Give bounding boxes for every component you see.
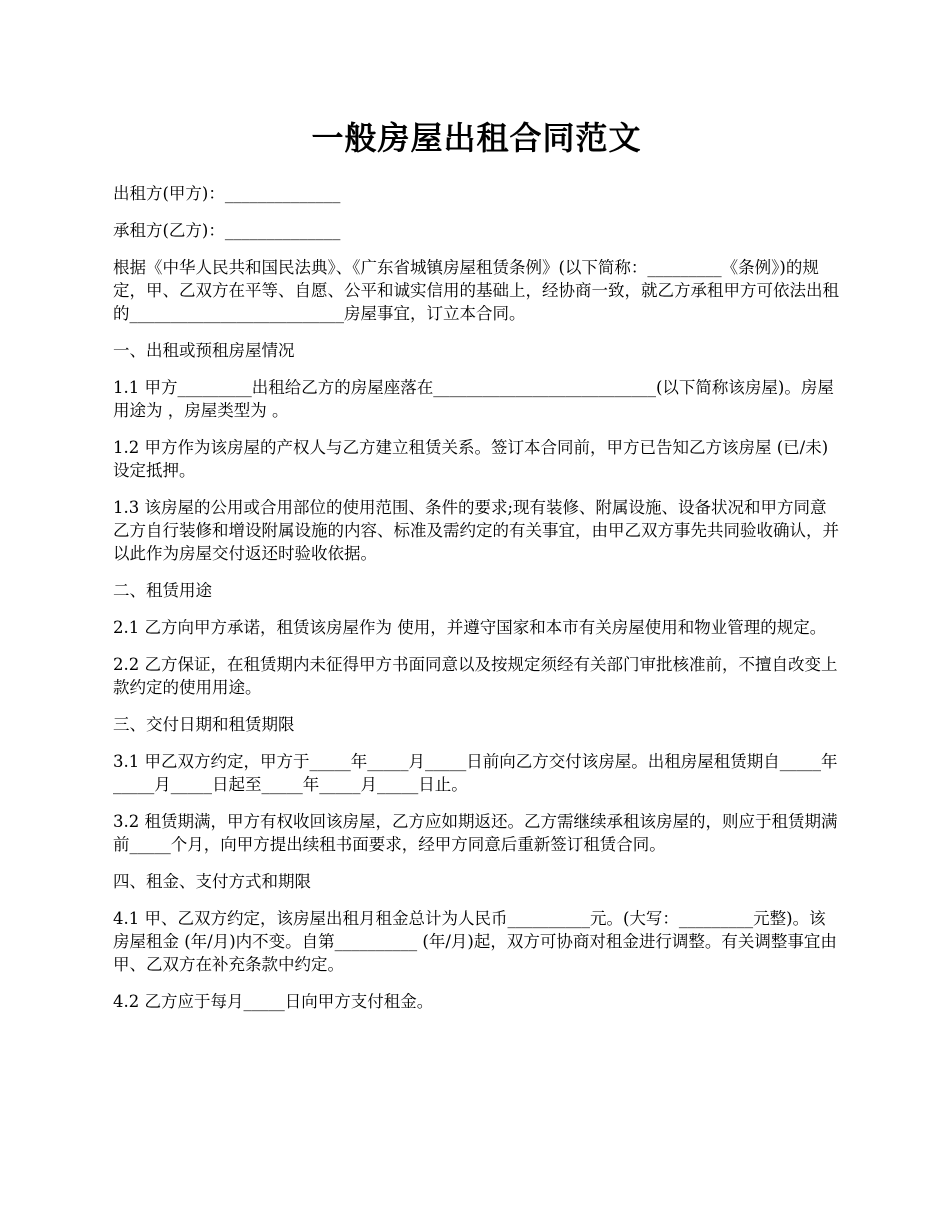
lessee-line: 承租方(乙方)：______________ [113,221,341,240]
clause-3-2: 3.2 租赁期满，甲方有权收回该房屋，乙方应如期返还。乙方需继续承租该房屋的，则应于租赁期满前_____个月，向甲方提出续租书面要求，经甲方同意后重新签订租赁合同。 [113,812,838,854]
clause-1-1: 1.1 甲方_________出租给乙方的房屋座落在___________________________(以下简称该房屋)。房屋用途为 ，房屋类型为 。 [113,378,834,420]
clause-2-2: 2.2 乙方保证，在租赁期内未征得甲方书面同意以及按规定须经有关部门审批核准前，不擅自改变上款约定的使用用途。 [113,655,838,697]
clause-4-1: 4.1 甲、乙双方约定，该房屋出租月租金总计为人民币__________元。(大写：_________元整)。该房屋租金 (年/月)内不变。自第__________ (年/月)起，双方可协商对租金进行调整。有关调整事宜由甲、乙双方在补充条款中约定。 [113,909,837,974]
clause-2-1: 2.1 乙方向甲方承诺，租赁该房屋作为 使用，并遵守国家和本市有关房屋使用和物业管理的规定。 [113,618,827,637]
lessor-line: 出租方(甲方)：______________ [113,184,341,203]
document-title: 一般房屋出租合同范文 [311,119,642,157]
section-heading-4: 四、租金、支付方式和期限 [113,872,311,891]
clause-1-3: 1.3 该房屋的公用或合用部位的使用范围、条件的要求;现有装修、附属设施、设备状况和甲方同意乙方自行装修和增设附属设施的内容、标准及需约定的有关事宜，由甲乙双方事先共同验收确认，并以此作为房屋交付返还时验收依据。 [113,498,839,563]
clause-4-2: 4.2 乙方应于每月_____日向甲方支付租金。 [113,992,434,1011]
section-heading-3: 三、交付日期和租赁期限 [113,715,295,734]
section-heading-1: 一、出租或预租房屋情况 [113,341,295,360]
section-heading-2: 二、租赁用途 [113,581,212,600]
preamble-paragraph: 根据《中华人民共和国民法典》、《广东省城镇房屋租赁条例》(以下简称：_________《条例》)的规定，甲、乙双方在平等、自愿、公平和诚实信用的基础上，经协商一致，就乙方承租甲方可依法出租的__________________________房屋事宜，订立本合同。 [113,258,839,323]
clause-1-2: 1.2 甲方作为该房屋的产权人与乙方建立租赁关系。签订本合同前，甲方已告知乙方该房屋 (已/未)设定抵押。 [113,438,829,480]
clause-3-1: 3.1 甲乙双方约定，甲方于_____年_____月_____日前向乙方交付该房屋。出租房屋租赁期自_____年_____月_____日起至_____年_____月_____日止。 [113,752,838,794]
